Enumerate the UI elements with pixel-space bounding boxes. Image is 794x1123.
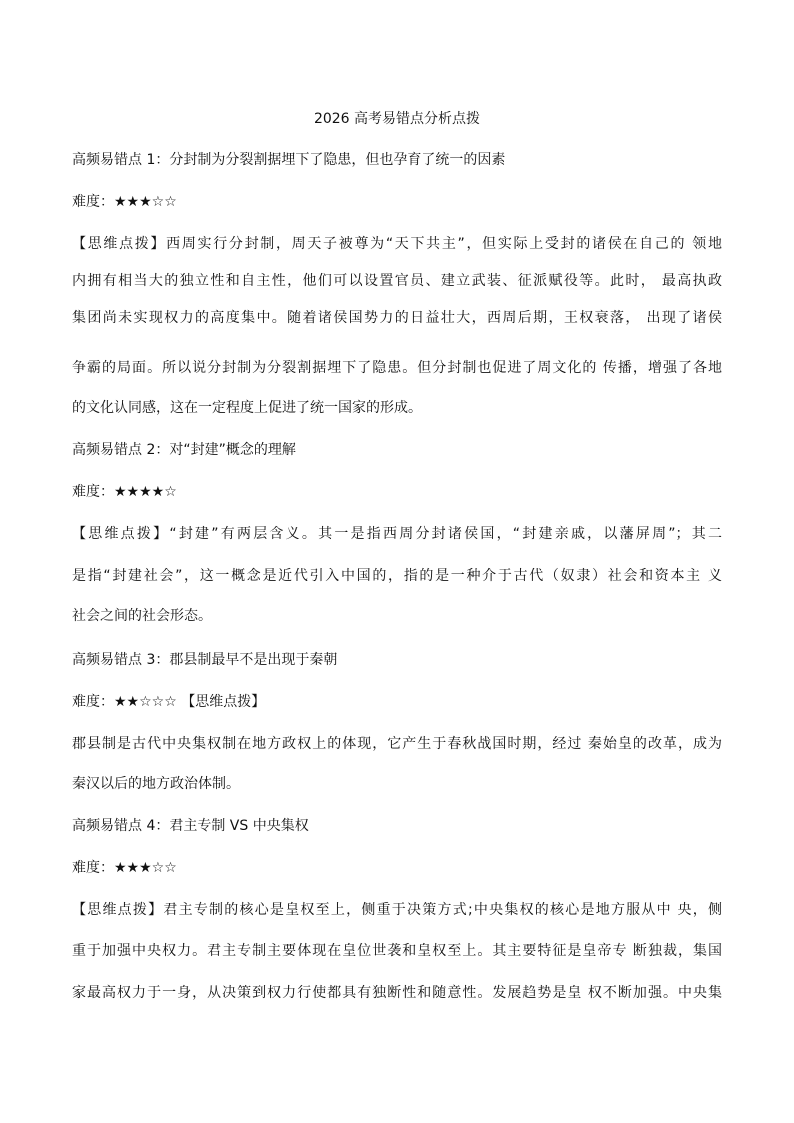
heading-error-point-3: 高频易错点 3：郡县制最早不是出现于秦朝 — [72, 652, 338, 668]
heading-error-point-4: 高频易错点 4：君主专制 VS 中央集权 — [72, 818, 309, 834]
paragraph-line: 争霸的局面。所以说分封制为分裂割据埋下了隐患。但分封制也促进了周文化的 传播，增强了各地 — [72, 360, 722, 376]
heading-error-point-1: 高频易错点 1：分封制为分裂割据埋下了隐患，但也孕育了统一的因素 — [72, 152, 506, 168]
difficulty-rating: 难度：★★★☆☆ — [72, 860, 177, 876]
paragraph-line: 秦汉以后的地方政治体制。 — [72, 776, 240, 792]
paragraph-line: 集团尚未实现权力的高度集中。随着诸侯国势力的日益壮大，西周后期，王权衰落， 出现了诸侯 — [72, 310, 722, 326]
difficulty-rating: 难度：★★★☆☆ — [72, 194, 177, 210]
paragraph-line: 是指“封建社会”，这一概念是近代引入中国的，指的是一种介于古代（奴隶）社会和资本主 义 — [72, 568, 722, 584]
difficulty-rating: 难度：★★☆☆☆ 【思维点拨】 — [72, 694, 266, 710]
document-title: 2026 高考易错点分析点拨 — [313, 111, 481, 127]
paragraph-line: 重于加强中央权力。君主专制主要体现在皇位世袭和皇权至上。其主要特征是皇帝专 断独裁，集国 — [72, 943, 722, 959]
paragraph-line: 社会之间的社会形态。 — [72, 608, 212, 624]
paragraph-line: 家最高权力于一身，从决策到权力行使都具有独断性和随意性。发展趋势是皇 权不断加强。中央集 — [72, 985, 722, 1001]
paragraph-line: 【思维点拨】君主专制的核心是皇权至上，侧重于决策方式;中央集权的核心是地方服从中 央，侧 — [72, 902, 722, 918]
heading-error-point-2: 高频易错点 2：对“封建”概念的理解 — [72, 442, 296, 458]
paragraph-line: 【思维点拨】“封建”有两层含义。其一是指西周分封诸侯国，“封建亲戚，以藩屏周”；其二 — [72, 526, 722, 542]
paragraph-line: 内拥有相当大的独立性和自主性，他们可以设置官员、建立武装、征派赋役等。此时， 最高执政 — [72, 273, 722, 289]
paragraph-line: 【思维点拨】西周实行分封制，周天子被尊为“天下共主”，但实际上受封的诸侯在自己的 领地 — [72, 236, 722, 252]
paragraph-line: 的文化认同感，这在一定程度上促进了统一国家的形成。 — [72, 400, 422, 416]
paragraph-line: 郡县制是古代中央集权制在地方政权上的体现，它产生于春秋战国时期，经过 秦始皇的改革，成为 — [72, 736, 722, 752]
difficulty-rating: 难度：★★★★☆ — [72, 484, 177, 500]
